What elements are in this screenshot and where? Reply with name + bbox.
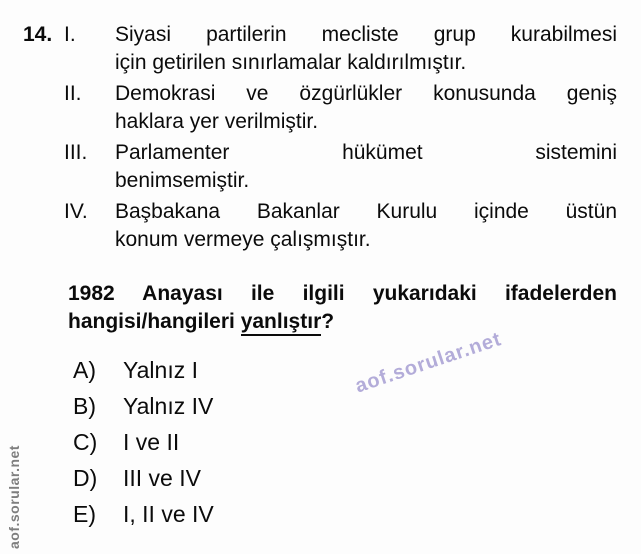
- statement-numeral: II.: [64, 82, 82, 105]
- statement-text-line: Siyasi partilerin mecliste grup kurabilmesi: [115, 23, 617, 46]
- option-text: Yalnız I: [123, 357, 198, 383]
- statement-text-line: Parlamenter hükümet sistemini: [115, 141, 617, 164]
- option-letter: D): [73, 465, 98, 491]
- stem-text: hangisi/hangileri: [68, 310, 241, 333]
- statement-text-line: benimsemiştir.: [115, 169, 250, 192]
- statement-list: [64, 21, 617, 257]
- statement-item-1: [64, 21, 617, 77]
- option-d[interactable]: [73, 463, 393, 499]
- option-e[interactable]: [73, 499, 393, 535]
- statement-item-3: [64, 139, 617, 195]
- stem-underlined-word: yanlıştır: [241, 310, 322, 336]
- question-number: 14.: [23, 23, 53, 46]
- question-stem-line-2: [68, 308, 617, 336]
- option-letter: B): [73, 393, 96, 419]
- statement-text-line: için getirilen sınırlamalar kaldırılmıştır.: [115, 51, 467, 74]
- question-stem-line-1: 1982 Anayası ile ilgili yukarıdaki ifadelerden: [68, 282, 617, 305]
- option-letter: E): [73, 501, 96, 527]
- option-text: Yalnız IV: [123, 393, 214, 419]
- option-letter: A): [73, 357, 96, 383]
- option-a[interactable]: [73, 355, 393, 391]
- option-c[interactable]: [73, 427, 393, 463]
- statement-text-line: Demokrasi ve özgürlükler konusunda geniş: [115, 82, 617, 105]
- statement-numeral: III.: [64, 141, 88, 164]
- option-text: III ve IV: [123, 465, 201, 491]
- option-text: I ve II: [123, 429, 180, 455]
- option-letter: C): [73, 429, 98, 455]
- statement-text-line: Başbakana Bakanlar Kurulu içinde üstün: [115, 200, 617, 223]
- statement-numeral: I.: [64, 23, 76, 46]
- statement-text-line: haklara yer verilmiştir.: [115, 110, 319, 133]
- statement-text-line: konum vermeye çalışmıştır.: [115, 228, 371, 251]
- question-stem: [68, 280, 617, 336]
- statement-item-4: [64, 198, 617, 254]
- stem-question-mark: ?: [321, 310, 335, 333]
- option-b[interactable]: [73, 391, 393, 427]
- statement-item-2: [64, 80, 617, 136]
- diagonal-watermark: aof.sorular.net: [352, 328, 505, 398]
- left-watermark: aof.sorular.net: [6, 445, 22, 549]
- statement-numeral: IV.: [64, 200, 88, 223]
- option-text: I, II ve IV: [123, 501, 214, 527]
- answer-options: [73, 355, 393, 535]
